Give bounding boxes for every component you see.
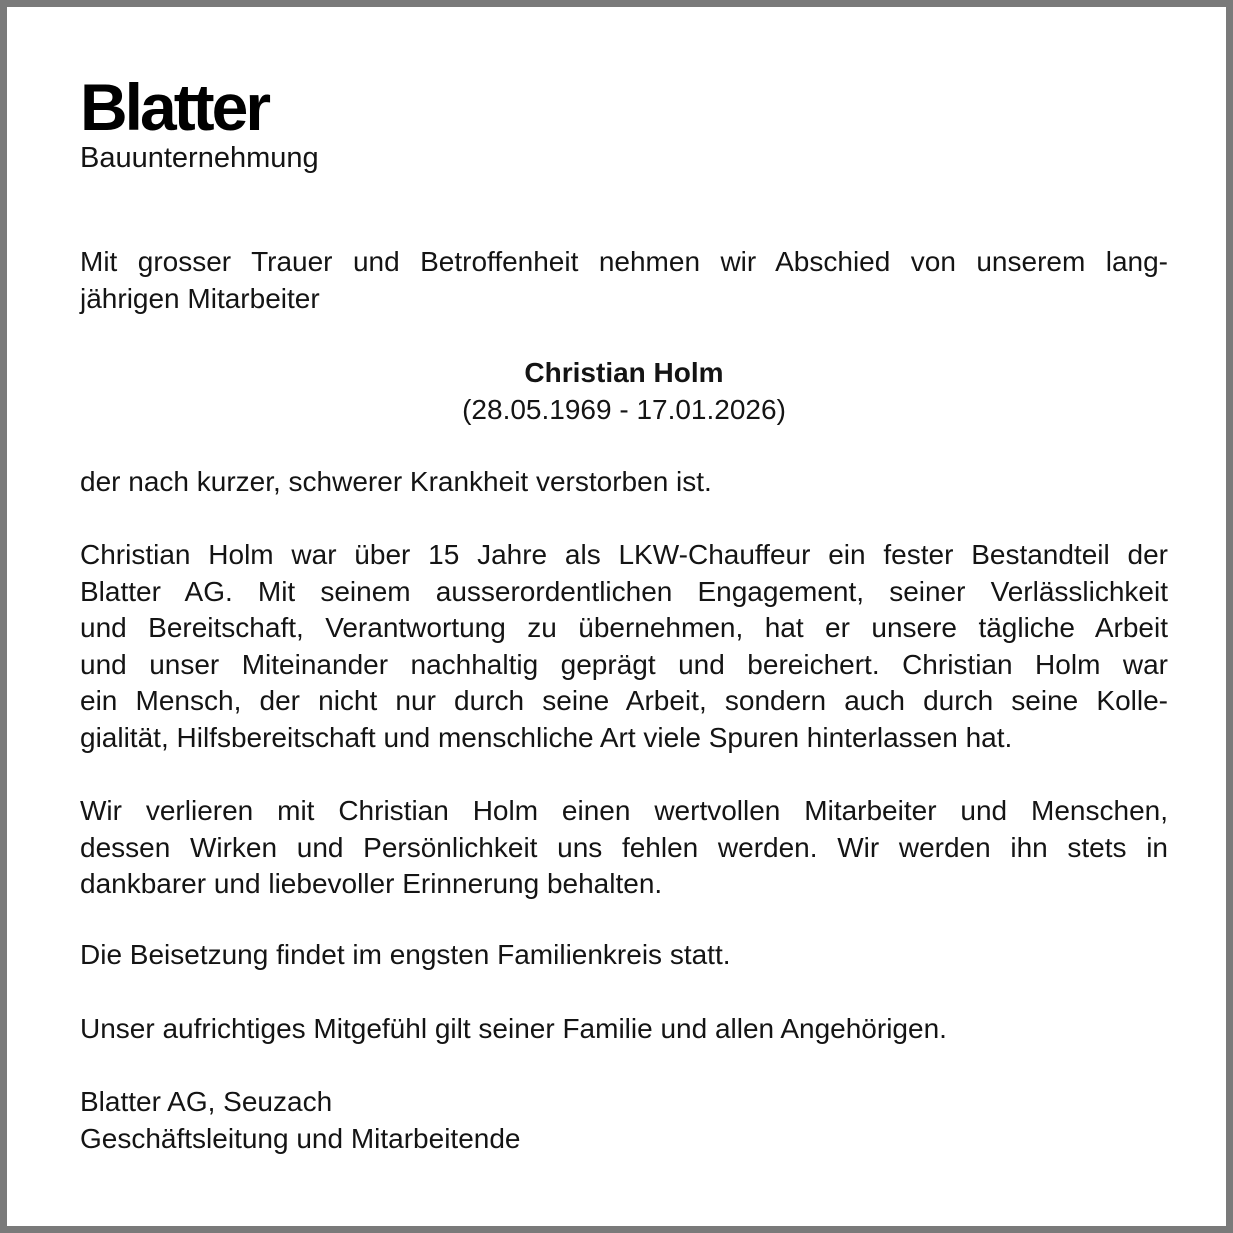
company-subtitle: Bauunternehmung — [80, 142, 319, 174]
condolence-text: Unser aufrichtiges Mitgefühl gilt seiner Familie und allen Angehörigen. — [80, 1013, 947, 1044]
signature-staff: Geschäftsleitung und Mitarbeitende — [80, 1122, 521, 1154]
tribute-paragraph — [80, 537, 1168, 756]
loss-line: Wir verlieren mit Christian Holm einen wertvollen Mitarbeiter und Menschen, — [80, 795, 1168, 826]
deceased-name: Christian Holm — [524, 357, 724, 388]
funeral-text: Die Beisetzung findet im engsten Familienkreis statt. — [80, 939, 731, 970]
signature-company: Blatter AG, Seuzach — [80, 1086, 333, 1117]
tribute-line: und Bereitschaft, Verantwortung zu übernehmen, hat er unsere tägliche Arbeit — [80, 612, 1168, 643]
condolence-paragraph — [80, 1011, 1168, 1048]
intro-paragraph — [80, 244, 1168, 317]
tribute-line: und unser Miteinander nachhaltig geprägt und bereichert. Christian Holm war — [80, 648, 1168, 680]
loss-paragraph — [80, 793, 1168, 903]
deceased-block — [80, 354, 1168, 428]
tribute-line: Christian Holm war über 15 Jahre als LKW-Chauffeur ein fester Bestandteil der — [80, 539, 1168, 570]
signature-block — [80, 1084, 1168, 1157]
funeral-paragraph — [80, 937, 1168, 974]
loss-line: dessen Wirken und Persönlichkeit uns fehlen werden. Wir werden ihn stets in — [80, 831, 1168, 863]
intro-line: Mit grosser Trauer und Betroffenheit nehmen wir Abschied von unserem lang- — [80, 246, 1168, 277]
tribute-line: gialität, Hilfsbereitschaft und menschliche Art viele Spuren hinterlassen hat. — [80, 721, 1013, 753]
company-logo-text: Blatter — [80, 70, 269, 144]
deceased-dates: (28.05.1969 - 17.01.2026) — [462, 394, 786, 425]
after-name-paragraph — [80, 464, 1168, 501]
after-name-text: der nach kurzer, schwerer Krankheit verstorben ist. — [80, 466, 712, 497]
tribute-line: ein Mensch, der nicht nur durch seine Arbeit, sondern auch durch seine Kolle- — [80, 685, 1168, 716]
loss-line: dankbarer und liebevoller Erinnerung behalten. — [80, 868, 663, 899]
tribute-line: Blatter AG. Mit seinem ausserordentlichen Engagement, seiner Verlässlichkeit — [80, 575, 1168, 607]
intro-line: jährigen Mitarbeiter — [80, 282, 320, 314]
